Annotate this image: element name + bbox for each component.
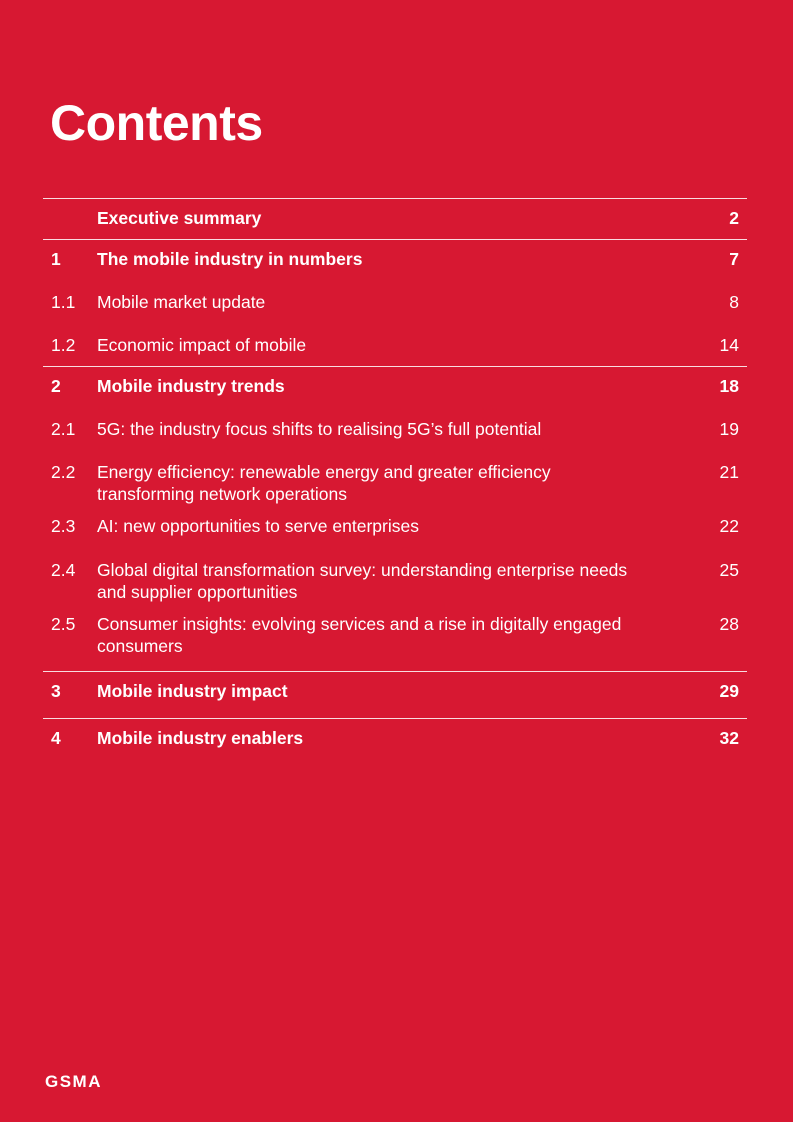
toc-number: 2.3 — [51, 516, 76, 536]
toc-number: 2.4 — [51, 560, 76, 580]
toc-entry-2-4[interactable] — [43, 548, 747, 603]
toc-number: 2.1 — [51, 419, 76, 439]
toc-page: 14 — [719, 335, 739, 355]
toc-entry-2-1[interactable] — [43, 407, 747, 450]
toc-entry-1-1[interactable] — [43, 280, 747, 323]
toc-page: 32 — [719, 728, 739, 748]
toc-label: 5G: the industry focus shifts to realising 5G’s full potential — [97, 419, 542, 439]
toc-label: Global digital transformation survey: understanding enterprise needs and supplier opportunities — [97, 560, 628, 602]
toc-page: 18 — [719, 376, 739, 396]
toc-entry-1-2[interactable] — [43, 323, 747, 366]
toc-entry-section-3[interactable] — [43, 671, 747, 718]
toc-entry-2-2[interactable] — [43, 450, 747, 505]
toc-label: Mobile market update — [97, 292, 266, 312]
toc-label: Consumer insights: evolving services and a rise in digitally engaged consumers — [97, 614, 622, 656]
toc-number: 2.5 — [51, 614, 76, 634]
toc-entry-executive-summary[interactable] — [43, 198, 747, 239]
toc-entry-section-1[interactable] — [43, 239, 747, 280]
toc-number — [43, 207, 97, 229]
toc-page: 29 — [719, 681, 739, 701]
toc-number: 1.1 — [51, 292, 76, 312]
toc-number: 2 — [51, 376, 61, 396]
toc-entry-2-3[interactable] — [43, 505, 747, 548]
toc-entry-2-5[interactable] — [43, 603, 747, 671]
toc-label: Executive summary — [97, 208, 262, 228]
toc-number: 2.2 — [51, 462, 76, 482]
toc-number: 4 — [51, 728, 61, 748]
toc-entry-section-4[interactable] — [43, 718, 747, 759]
toc-label: Mobile industry enablers — [97, 728, 304, 748]
toc-page: 21 — [719, 462, 739, 482]
page-title: Contents — [50, 95, 263, 151]
toc-label: Economic impact of mobile — [97, 335, 307, 355]
toc-page: 25 — [719, 560, 739, 580]
toc-number: 1.2 — [51, 335, 76, 355]
toc-page: 2 — [729, 208, 739, 228]
toc-page: 22 — [719, 516, 739, 536]
toc-number: 1 — [51, 249, 61, 269]
toc-label: Mobile industry impact — [97, 681, 288, 701]
table-of-contents — [43, 198, 747, 759]
gsma-logo: GSMA — [45, 1072, 102, 1091]
toc-label: Mobile industry trends — [97, 376, 285, 396]
toc-page: 8 — [729, 292, 739, 312]
toc-label: Energy efficiency: renewable energy and greater efficiency transforming network operations — [97, 462, 551, 504]
toc-entry-section-2[interactable] — [43, 366, 747, 407]
toc-label: The mobile industry in numbers — [97, 249, 363, 269]
toc-label: AI: new opportunities to serve enterprises — [97, 516, 419, 536]
toc-page: 19 — [719, 419, 739, 439]
toc-number: 3 — [51, 681, 61, 701]
toc-page: 7 — [729, 249, 739, 269]
toc-page: 28 — [719, 614, 739, 634]
